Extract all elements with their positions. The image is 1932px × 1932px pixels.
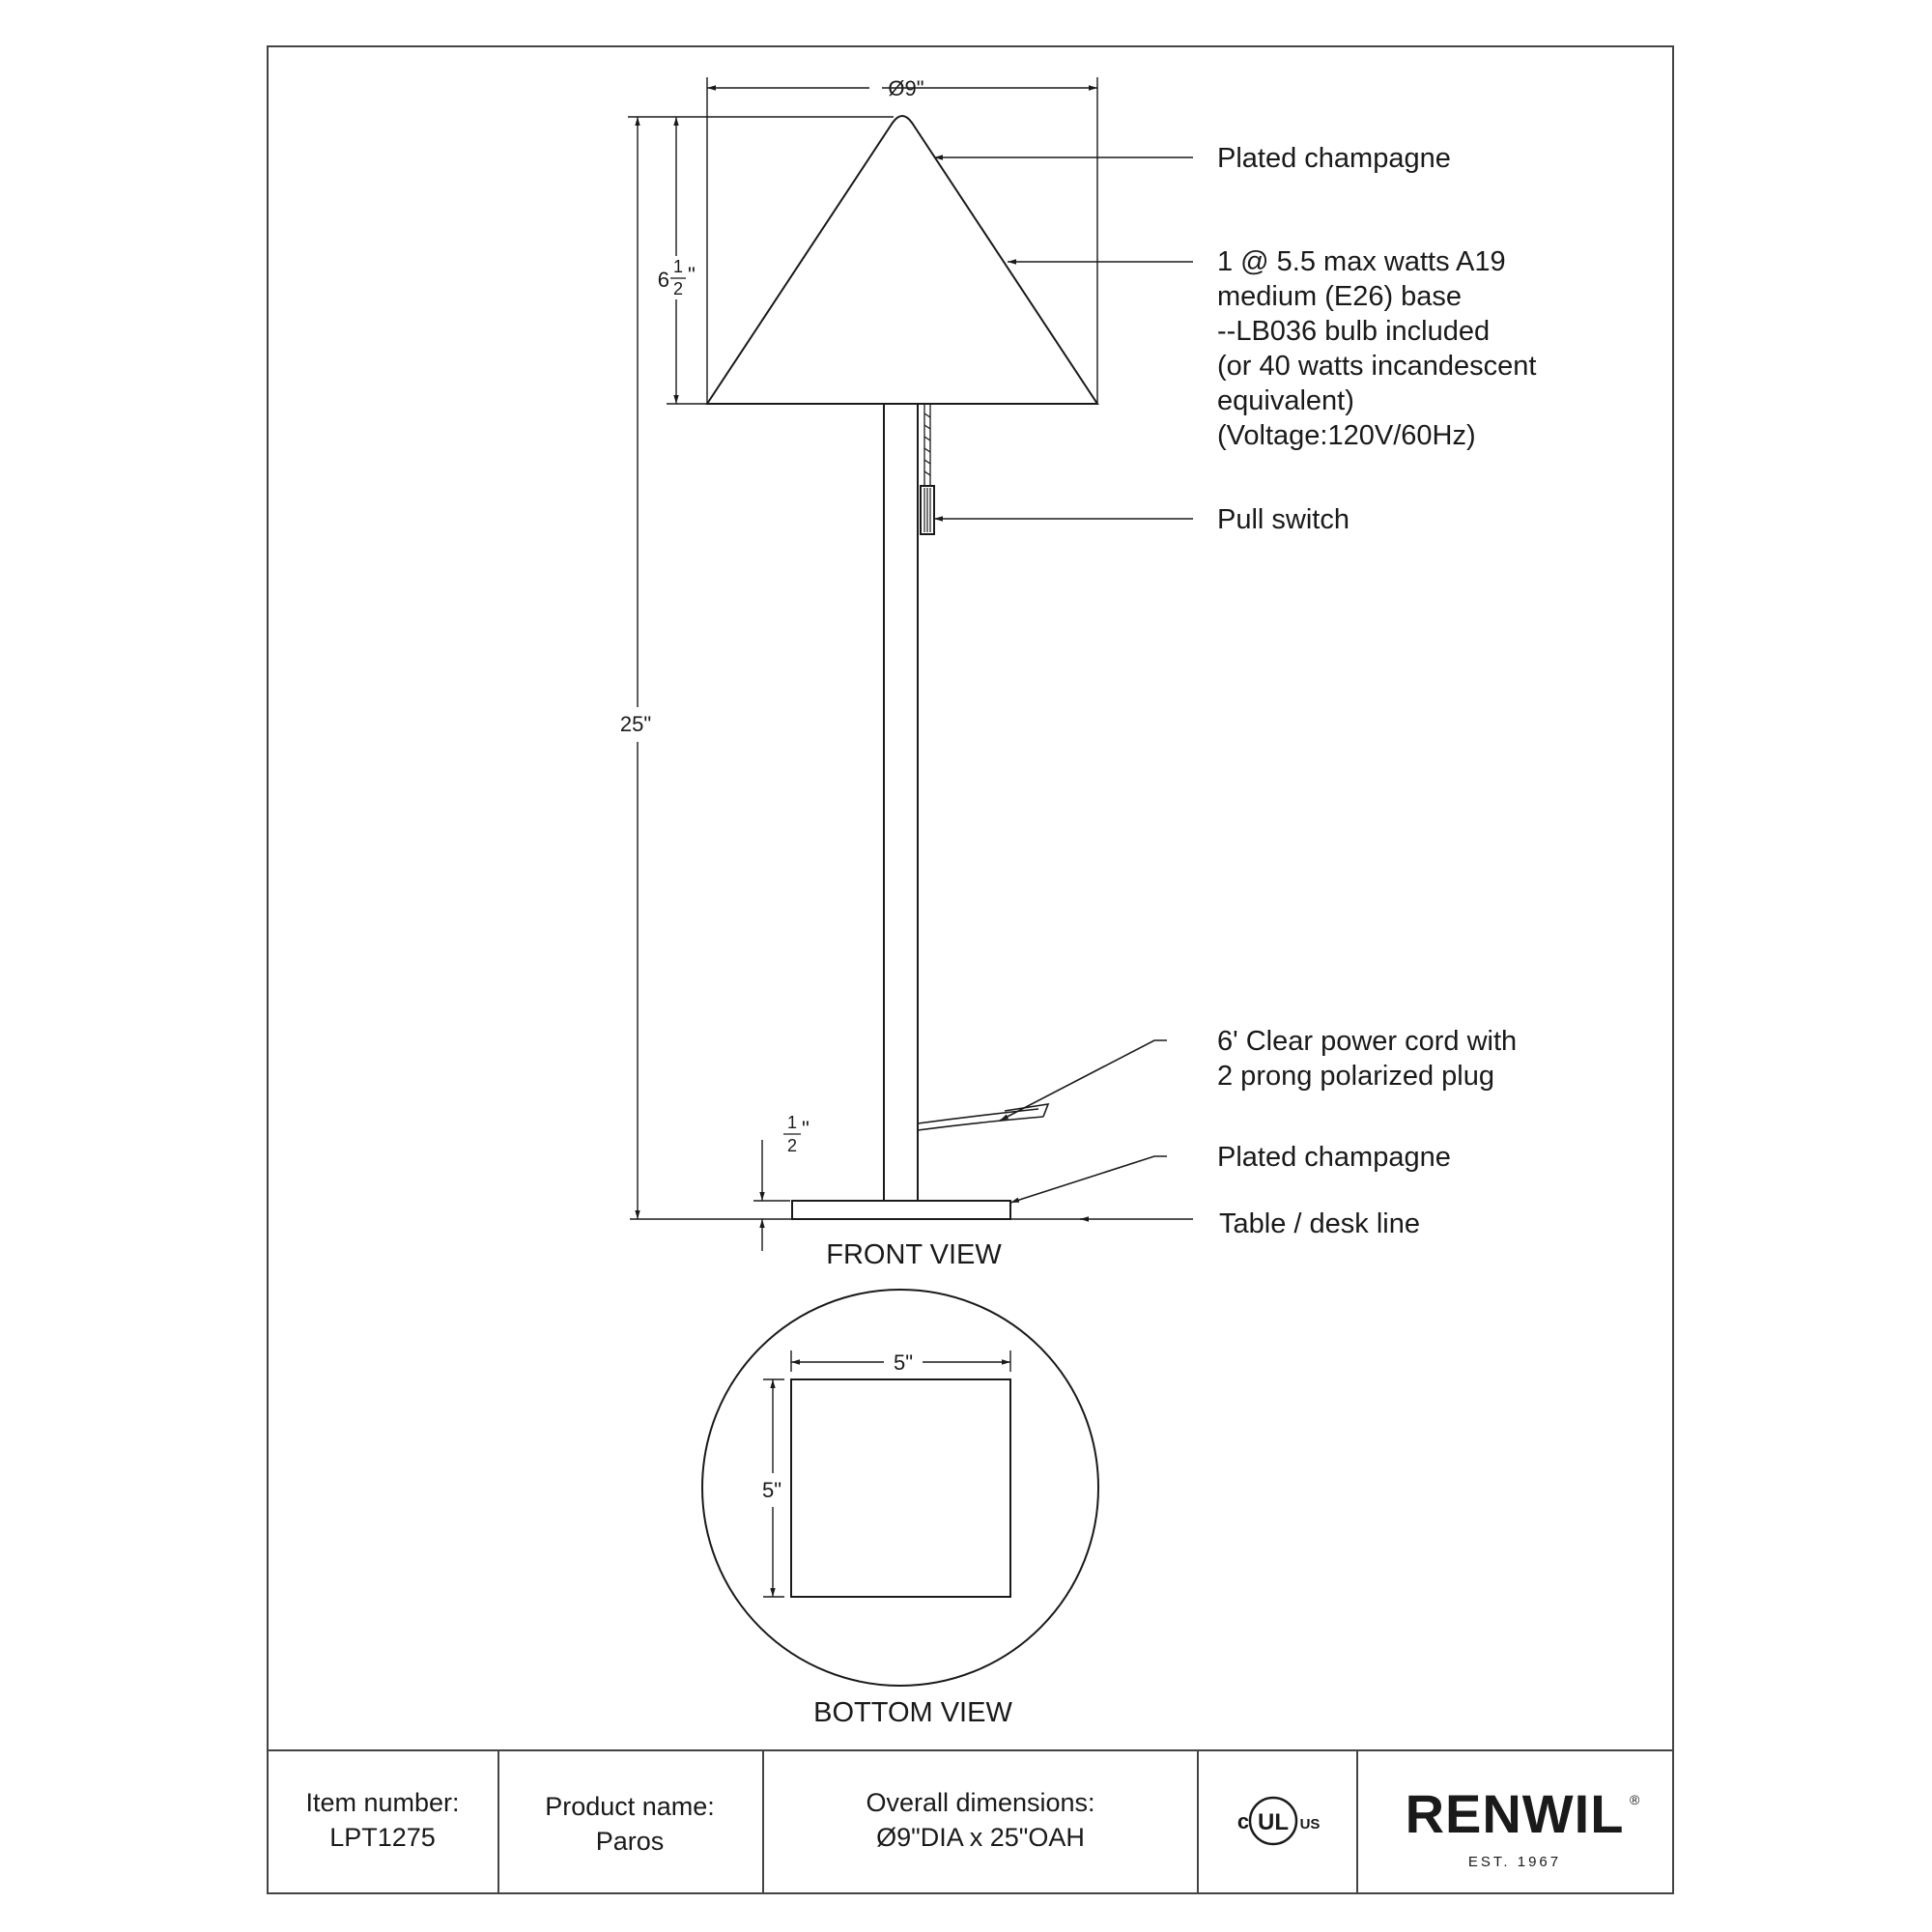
brand-registered-mark: ® (1630, 1792, 1640, 1807)
lamp-shade (707, 116, 1097, 404)
product-name-value: Paros (595, 1827, 665, 1856)
overall-dimensions-label: Overall dimensions: (866, 1788, 1095, 1817)
callout-bulb-line-3: --LB036 bulb included (1217, 316, 1491, 347)
cul-us-certification-icon (1237, 1798, 1321, 1844)
callout-base-finish: Plated champagne (1217, 1142, 1451, 1173)
callout-cord-line-1: 6' Clear power cord with (1217, 1026, 1518, 1057)
callout-pull-switch: Pull switch (1217, 504, 1350, 535)
callout-bulb-line-4: (or 40 watts incandescent (1217, 351, 1537, 382)
brand-logo: RENWIL (1405, 1783, 1625, 1844)
svg-text:c: c (1236, 1809, 1250, 1833)
power-cord (918, 1104, 1048, 1130)
callout-bulb-line-6: (Voltage:120V/60Hz) (1217, 420, 1476, 451)
base-height-num: 1 (786, 1113, 798, 1132)
callout-bulb-line-5: equivalent) (1217, 385, 1354, 416)
callout-bulb-line-2: medium (E26) base (1217, 281, 1463, 312)
svg-text:UL: UL (1258, 1809, 1289, 1835)
lamp-base (792, 1201, 1010, 1219)
leader-lines (934, 157, 1193, 1219)
brand-established: EST. 1967 (1467, 1854, 1562, 1870)
item-number-label: Item number: (305, 1788, 460, 1817)
lamp-stem (884, 404, 918, 1201)
front-view-title: FRONT VIEW (826, 1239, 1002, 1270)
shade-height-whole: 6 (657, 268, 669, 292)
callout-cord-line-2: 2 prong polarized plug (1217, 1061, 1494, 1092)
bottom-view-title: BOTTOM VIEW (813, 1697, 1012, 1728)
base-height-dimension (753, 1140, 790, 1251)
front-view (707, 116, 1097, 1219)
callout-shade-finish: Plated champagne (1217, 143, 1451, 174)
item-number-value: LPT1275 (329, 1823, 436, 1852)
product-name-label: Product name: (545, 1792, 715, 1821)
diameter-label: Ø9" (888, 76, 924, 100)
base-height-unit: " (802, 1117, 810, 1141)
callout-bulb-line-1: 1 @ 5.5 max watts A19 (1217, 246, 1506, 277)
title-block (498, 1750, 1357, 1893)
svg-text:US: US (1299, 1816, 1321, 1833)
diameter-dimension (707, 77, 1097, 404)
callout-table-line: Table / desk line (1219, 1208, 1420, 1239)
pull-chain (924, 404, 930, 486)
bottom-base-square (791, 1379, 1010, 1597)
shade-height-unit: " (688, 263, 696, 287)
overall-height-label: 25" (619, 712, 652, 736)
shade-height-num: 1 (672, 257, 684, 276)
base-height-den: 2 (786, 1136, 798, 1155)
overall-dimensions-value: Ø9"DIA x 25"OAH (876, 1823, 1085, 1852)
bottom-depth-label: 5" (761, 1478, 782, 1502)
bottom-width-label: 5" (893, 1350, 914, 1375)
shade-height-den: 2 (672, 279, 684, 298)
